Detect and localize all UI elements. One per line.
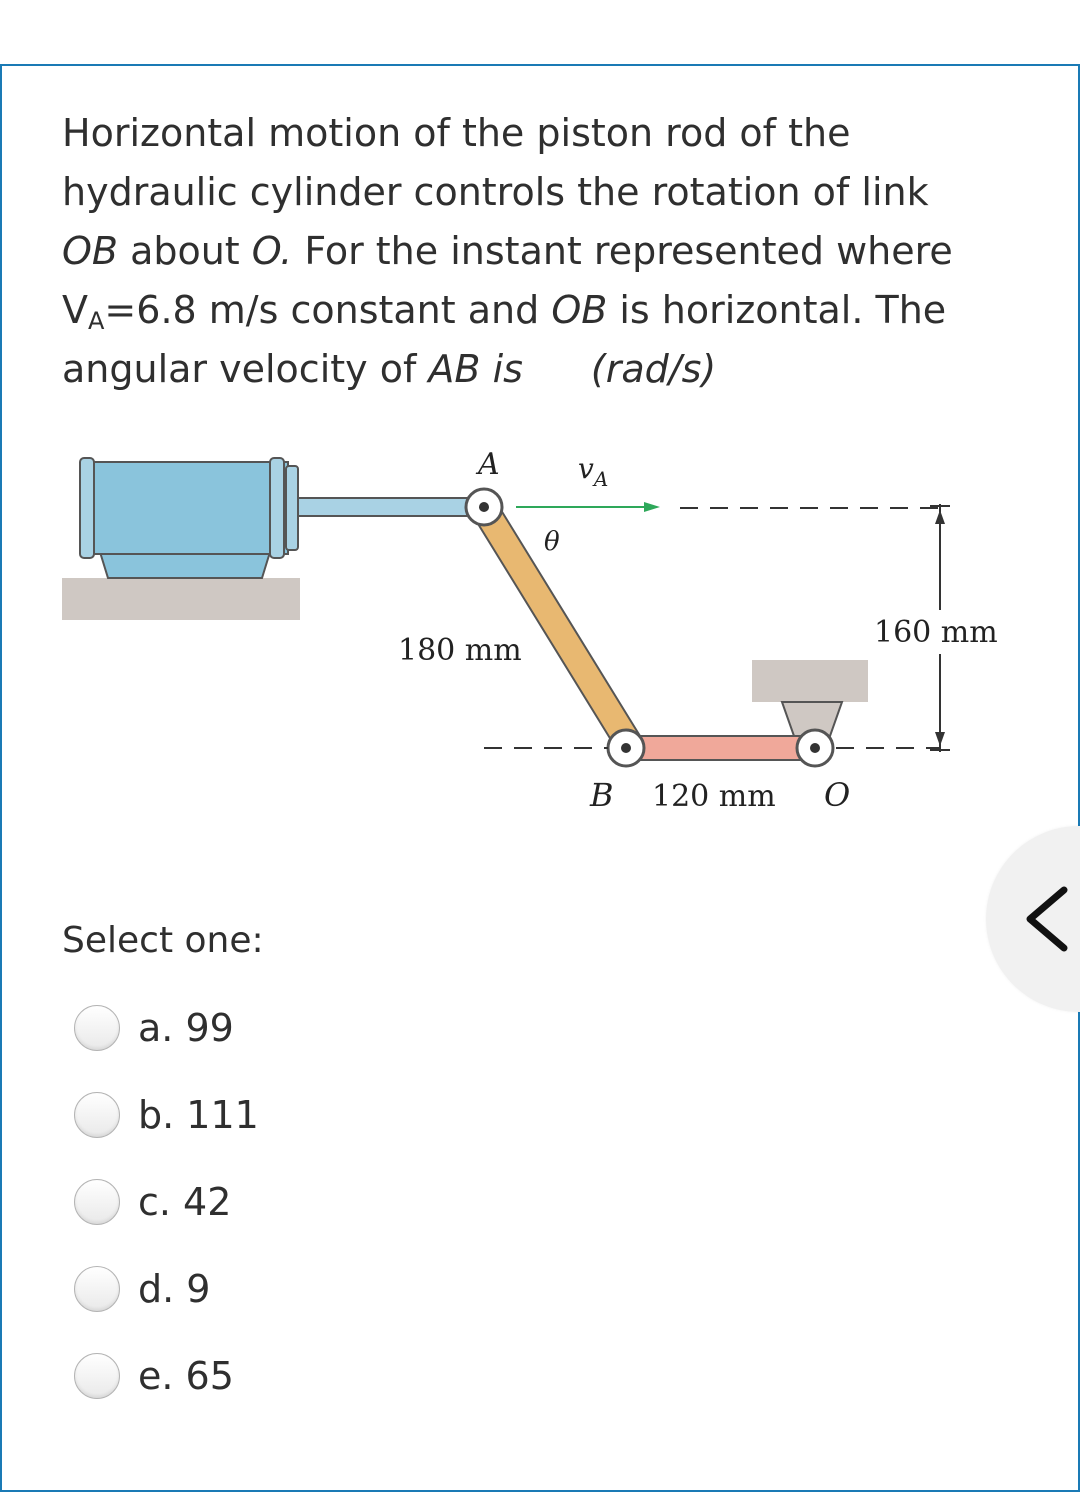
velocity-arrowhead [644, 502, 660, 512]
question-line-1: Horizontal motion of the piston rod of the [62, 111, 851, 155]
label-180mm: 180 mm [398, 633, 522, 668]
cylinder-right-cap [270, 458, 284, 558]
va-value: =6.8 m/s constant and [104, 288, 552, 332]
va-subscript: A [88, 307, 105, 335]
fixed-support [752, 660, 868, 702]
label-120mm: 120 mm [652, 779, 776, 814]
radio-d[interactable] [74, 1266, 120, 1312]
point-o-label: O. [251, 229, 293, 273]
option-e[interactable] [74, 1332, 259, 1419]
question-horizontal: is horizontal. The [607, 288, 947, 332]
label-a: A [478, 447, 500, 482]
chevron-left-icon [1016, 884, 1076, 954]
option-e-label: e. 65 [138, 1353, 234, 1398]
question-about: about [117, 229, 252, 273]
select-one-label: Select one: [62, 920, 264, 961]
option-a-label: a. 99 [138, 1005, 234, 1050]
link-ob [628, 736, 818, 760]
question-line-3-rest: For the instant represented where [292, 229, 953, 273]
va-symbol: V [62, 288, 88, 332]
mechanism-figure [60, 440, 1020, 820]
option-b-label: b. 111 [138, 1092, 259, 1137]
label-va: $v_A$ [578, 452, 609, 491]
option-d-label: d. 9 [138, 1266, 211, 1311]
cylinder-base [100, 552, 270, 578]
link-ob-label: OB [62, 229, 118, 273]
answer-options [74, 984, 259, 1419]
cylinder-end-cap [286, 466, 298, 550]
label-o: O [824, 776, 851, 814]
question-text [62, 104, 1042, 399]
option-a[interactable] [74, 984, 259, 1071]
ground-block [62, 578, 300, 620]
piston-rod [298, 498, 488, 516]
option-c[interactable] [74, 1158, 259, 1245]
radio-a[interactable] [74, 1005, 120, 1051]
question-line-2: hydraulic cylinder controls the rotation of link [62, 170, 929, 214]
units-label: (rad/s) [590, 347, 717, 391]
option-c-label: c. 42 [138, 1179, 232, 1224]
ab-is-label: AB is [428, 347, 523, 391]
hydraulic-cylinder [88, 462, 288, 554]
label-theta: θ [544, 527, 560, 557]
radio-c[interactable] [74, 1179, 120, 1225]
option-d[interactable] [74, 1245, 259, 1332]
label-b: B [590, 776, 614, 814]
radio-b[interactable] [74, 1092, 120, 1138]
top-strip [0, 0, 1080, 64]
link-ob-label-2: OB [551, 288, 608, 332]
label-160mm: 160 mm [874, 615, 998, 650]
option-b[interactable] [74, 1071, 259, 1158]
cylinder-left-cap [80, 458, 94, 558]
question-line-5-start: angular velocity of [62, 347, 429, 391]
radio-e[interactable] [74, 1353, 120, 1399]
